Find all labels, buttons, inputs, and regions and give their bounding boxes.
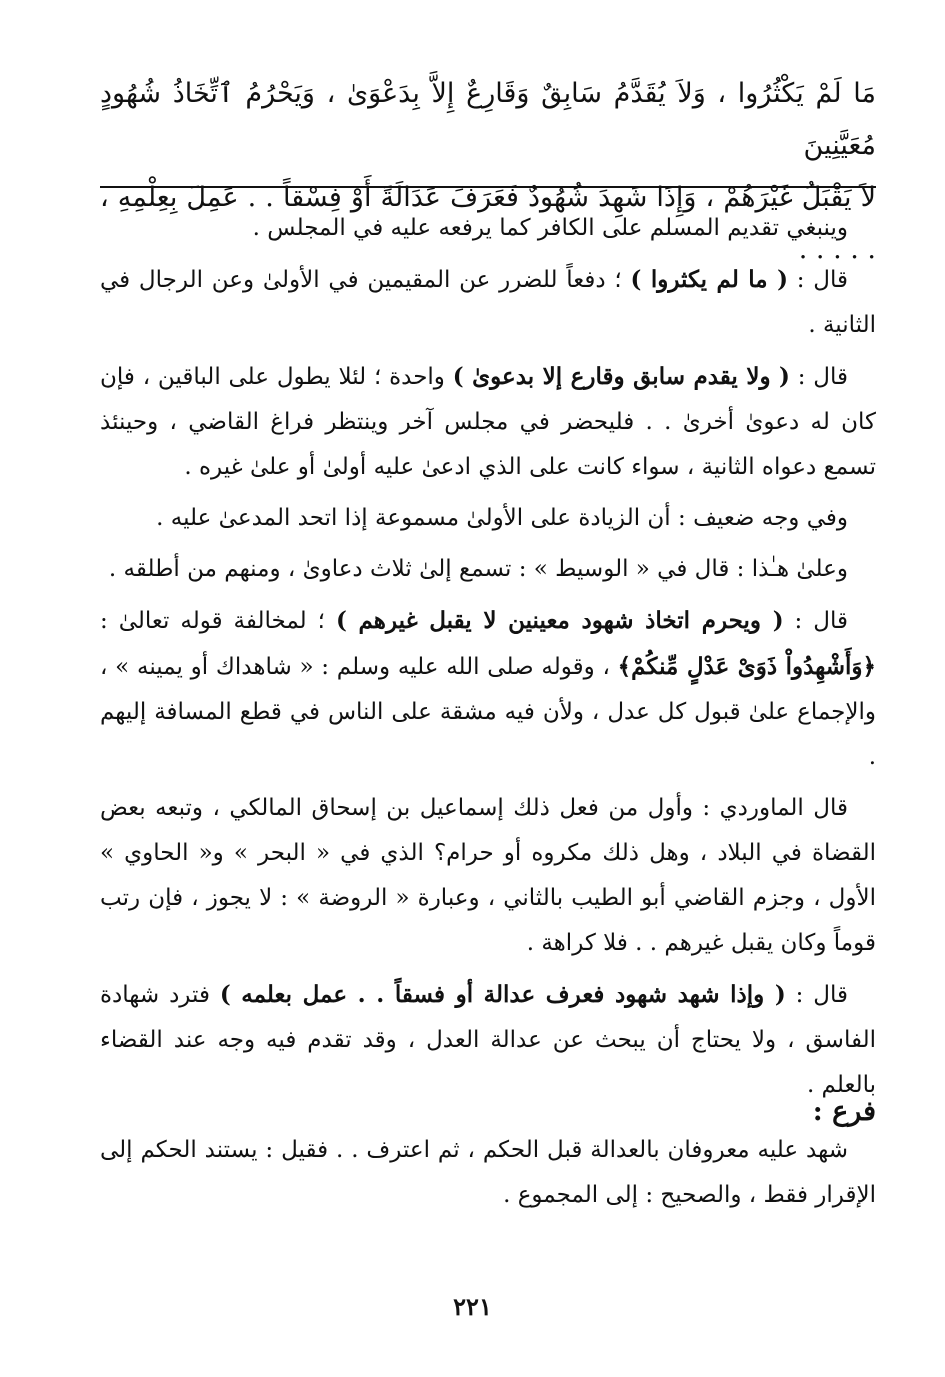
section-paragraph: شهد عليه معروفان بالعدالة قبل الحكم ، ثم اعترف . . فقيل : يستند الحكم إلى الإقرار فقط ، والصحيح : إلى المجموع . [100,1137,876,1208]
commentary-paragraph-1: وينبغي تقديم المسلم على الكافر كما يرفعه عليه في المجلس . [252,215,848,241]
commentary-paragraph-6 [100,598,876,780]
quoted-text: ( ولا يقدم سابق وقارع إلا بدعوىٰ ) [452,363,790,390]
explanation: واحدة ؛ لئلا يطول على الباقين ، فإن كان له دعوىٰ أخرىٰ . . فليحضر في مجلس آخر وينتظر فراغ القاضي ، وحينئذ تسمع دعواه الثانية ، سواء كانت على الذي ادعىٰ عليه أولىٰ أو علىٰ غيره . [100,364,876,480]
commentary [100,206,876,1114]
qala-label: قال : [789,364,849,390]
commentary-paragraph-3 [100,354,876,490]
text-divider [100,186,876,188]
explanation: فترد شهادة الفاسق ، ولا يحتاج أن يبحث عن عدالة العدل ، وقد تقدم فيه وجه عند القضاء بالعلم . [100,982,876,1098]
main-text-line-2: لاَ يَقْبَلُ غَيْرَهُمْ ، وَإِذَا شَهِدَ شُهُودٌ فَعَرَفَ عَدَالَةً أَوْ فِسْقاً . . عَمِلَ بِعِلْمِهِ ، . . . . . [100,182,876,265]
qala-label: قال : [785,982,848,1008]
quoted-text: ( ما لم يكثروا ) [630,266,788,293]
qala-label: قال : [783,608,848,634]
quoted-text: ( وإذا شهد شهود فعرف عدالة أو فسقاً . . عمل بعلمه ) [219,981,786,1008]
explanation: ؛ دفعاً للضرر عن المقيمين في الأولىٰ وعن الرجال في الثانية . [100,267,876,338]
quoted-text: ( ويحرم اتخاذ شهود معينين لا يقبل غيرهم ) [335,607,784,634]
commentary-paragraph-7: قال الماوردي : وأول من فعل ذلك إسماعيل بن إسحاق المالكي ، وتبعه بعض القضاة في البلاد ، وهل ذلك مكروه أو حرام؟ الذي في « البحر » و« الحاوي » الأول ، وجزم القاضي أبو الطيب بالثاني ، وعبارة « الروضة » : لا يجوز ، فإن رتب قوماً وكان يقبل غيرهم . . فلا كراهة . [100,795,876,956]
commentary-paragraph-2 [100,257,876,348]
explanation: ؛ لمخالفة قوله تعالىٰ : [100,608,336,634]
quran-verse: ﴿وَأَشْهِدُواْ ذَوَىْ عَدْلٍ مِّنكُمْ﴾ [617,653,876,680]
main-text-line-1: مَا لَمْ يَكْثُرُوا ، وَلاَ يُقَدَّمُ سَابِقٌ وَقَارِعٌ إِلاَّ بِدَعْوَىٰ ، وَيَحْرُمُ ٱتِّخَاذُ شُهُودٍ مُعَيَّنِينَ [100,78,876,161]
commentary-paragraph-5: وعلىٰ هـٰذا : قال في « الوسيط » : تسمع إلىٰ ثلاث دعاوىٰ ، ومنهم من أطلقه . [108,556,848,582]
page-number: ٢٢١ [453,1292,492,1321]
section-heading: فرع : [812,1096,876,1127]
commentary-paragraph-4: وفي وجه ضعيف : أن الزيادة على الأولىٰ مسموعة إذا اتحد المدعىٰ عليه . [156,505,848,531]
explanation-continued: ، وقوله صلى الله عليه وسلم : « شاهداك أو يمينه » ، والإجماع علىٰ قبول كل عدل ، ولأن فيه مشقة على الناس في قطع المسافة إليهم . [100,654,876,770]
commentary-paragraph-8 [100,972,876,1108]
section-body [100,1128,876,1218]
qala-label: قال : [787,267,848,293]
